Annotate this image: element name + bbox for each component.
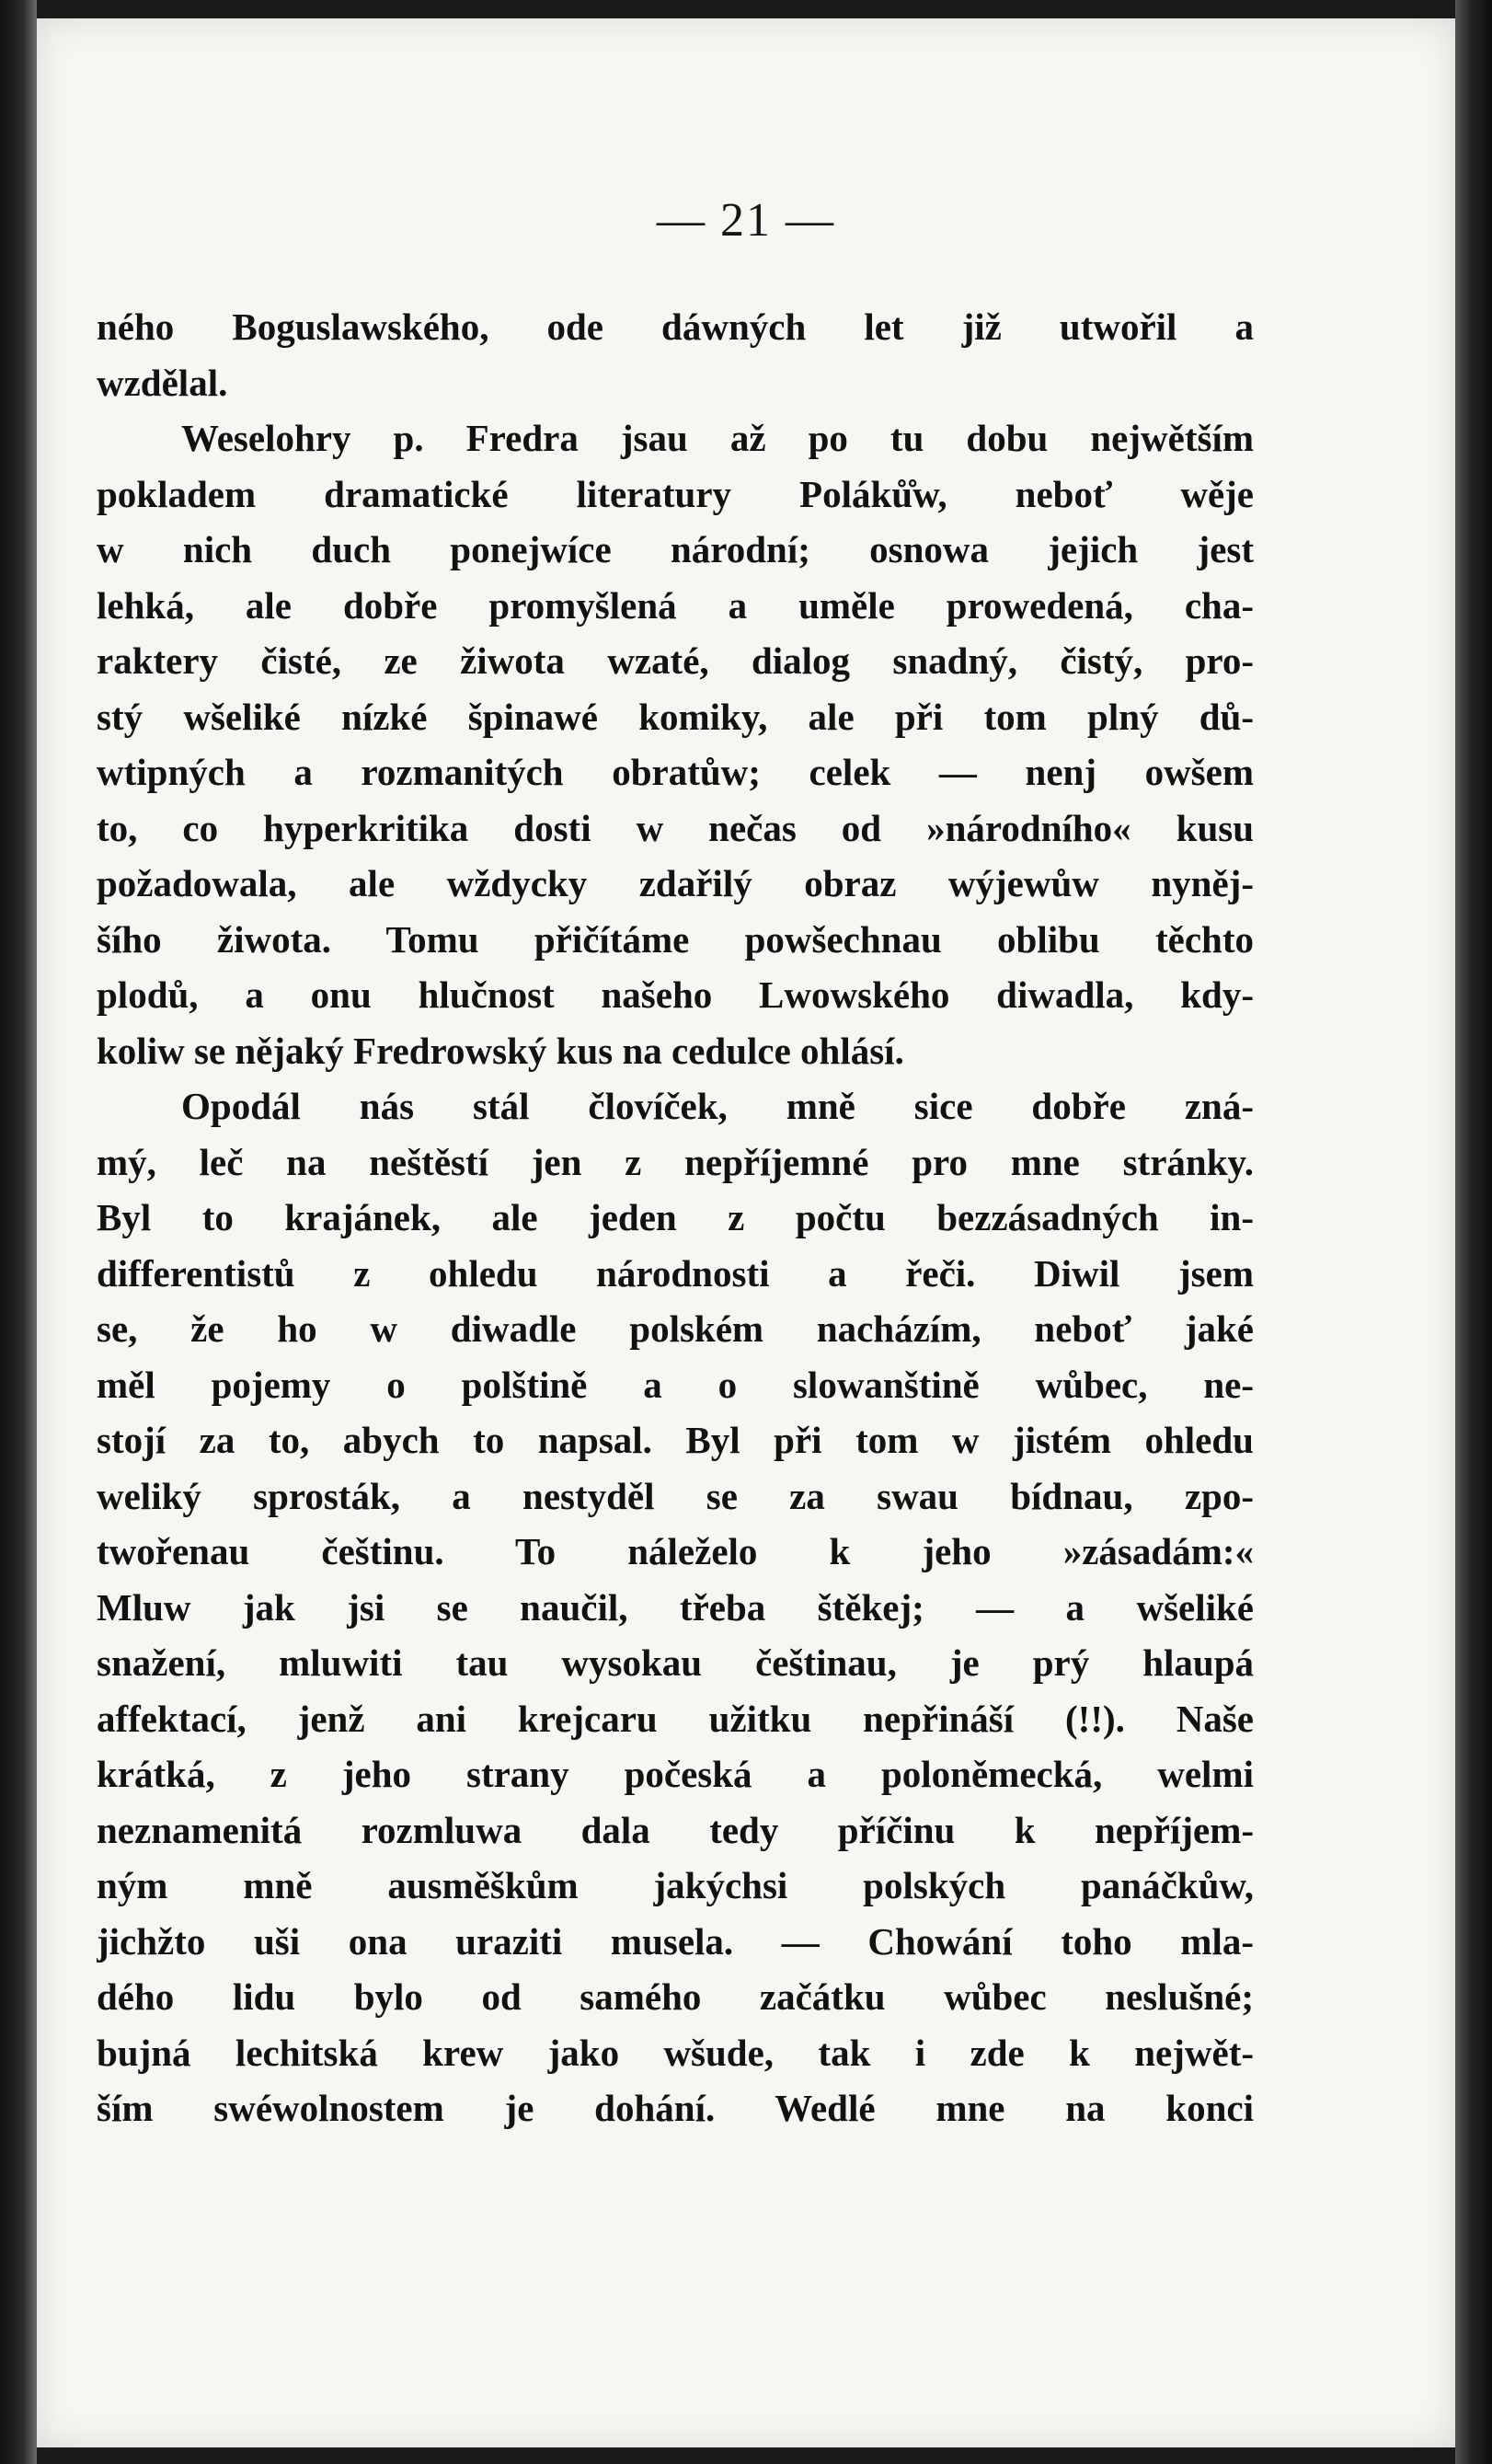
text-line: raktery čisté, ze žiwota wzaté, dialog snadný, čistý, pro- xyxy=(97,639,1254,682)
text-line: ším swéwolnostem je dohání. Wedlé mne na konci xyxy=(97,2087,1254,2129)
text-line: krátká, z jeho strany počeská a poloněmecká, welmi xyxy=(97,1753,1254,1795)
text-line: wzdělal. xyxy=(97,361,228,404)
text-line: měl pojemy o polštině a o slowanštině wůbec, ne- xyxy=(97,1363,1254,1406)
text-line: lehká, ale dobře promyšlená a uměle prowedená, cha- xyxy=(97,583,1254,627)
text-line: šího žiwota. Tomu přičítáme powšechnau oblibu těchto xyxy=(97,917,1254,961)
text-line: stý wšeliké nízké špinawé komiky, ale při tom plný dů- xyxy=(97,695,1254,738)
text-line: affektací, jenž ani krejcaru užitku nepřináší (!!). Naše xyxy=(97,1697,1254,1740)
text-line: Opodál nás stál človíček, mně sice dobře zná- xyxy=(181,1085,1254,1127)
text-line: wtipných a rozmanitých obratůw; celek — nenj owšem xyxy=(97,751,1254,793)
book-page xyxy=(37,18,1455,2447)
text-line: mý, leč na neštěstí jen z nepříjemné pro mne stránky. xyxy=(97,1140,1254,1183)
page-number: — 21 — xyxy=(657,194,835,247)
text-line: snažení, mluwiti tau wysokau češtinau, je prý hlaupá xyxy=(97,1641,1254,1684)
text-line: ným mně ausměškům jakýchsi polských panáčkůw, xyxy=(97,1864,1254,1906)
text-line: koliw se nějaký Fredrowský kus na cedulce ohlásí. xyxy=(97,1029,904,1072)
text-line: bujná lechitská krew jako wšude, tak i zde k nejwět- xyxy=(97,2031,1254,2074)
text-line: ného Boguslawského, ode dáwných let již utwořil a xyxy=(97,305,1254,348)
text-line: Byl to krajánek, ale jeden z počtu bezzásadných in- xyxy=(97,1196,1254,1238)
text-line: plodů, a onu hlučnost našeho Lwowského diwadla, kdy- xyxy=(97,973,1254,1016)
text-line: Mluw jak jsi se naučil, třeba štěkej; — a wšeliké xyxy=(97,1585,1254,1629)
text-line: w nich duch ponejwíce národní; osnowa jejich jest xyxy=(97,528,1254,570)
text-line: neznamenitá rozmluwa dala tedy příčinu k nepříjem- xyxy=(97,1808,1254,1851)
text-line: dého lidu bylo od samého začátku wůbec neslušné; xyxy=(97,1975,1254,2018)
body-text xyxy=(97,299,1254,2136)
text-line: differentistů z ohledu národnosti a řeči. Diwil jsem xyxy=(97,1251,1254,1295)
text-line: Weselohry p. Fredra jsau až po tu dobu nejwětším xyxy=(181,417,1254,459)
text-line: pokladem dramatické literatury Poláků̊w, neboť wěje xyxy=(97,472,1254,515)
text-line: weliký sprosták, a nestyděl se za swau bídnau, zpo- xyxy=(97,1474,1254,1517)
text-line: to, co hyperkritika dosti w nečas od »národního« kusu xyxy=(97,806,1254,849)
text-line: twořenau češtinu. To náleželo k jeho »zásadám:« xyxy=(97,1530,1254,1572)
text-line: požadowala, ale wždycky zdařilý obraz wýjewůw nyněj- xyxy=(97,862,1254,904)
text-line: jichžto uši ona uraziti musela. — Chowání toho mla- xyxy=(97,1919,1254,1963)
text-line: stojí za to, abych to napsal. Byl při tom w jistém ohledu xyxy=(97,1419,1254,1461)
text-line: se, že ho w diwadle polském nacházím, neboť jaké xyxy=(97,1307,1254,1350)
scan-edge-right xyxy=(1455,0,1492,2464)
scan-edge-left xyxy=(0,0,37,2464)
